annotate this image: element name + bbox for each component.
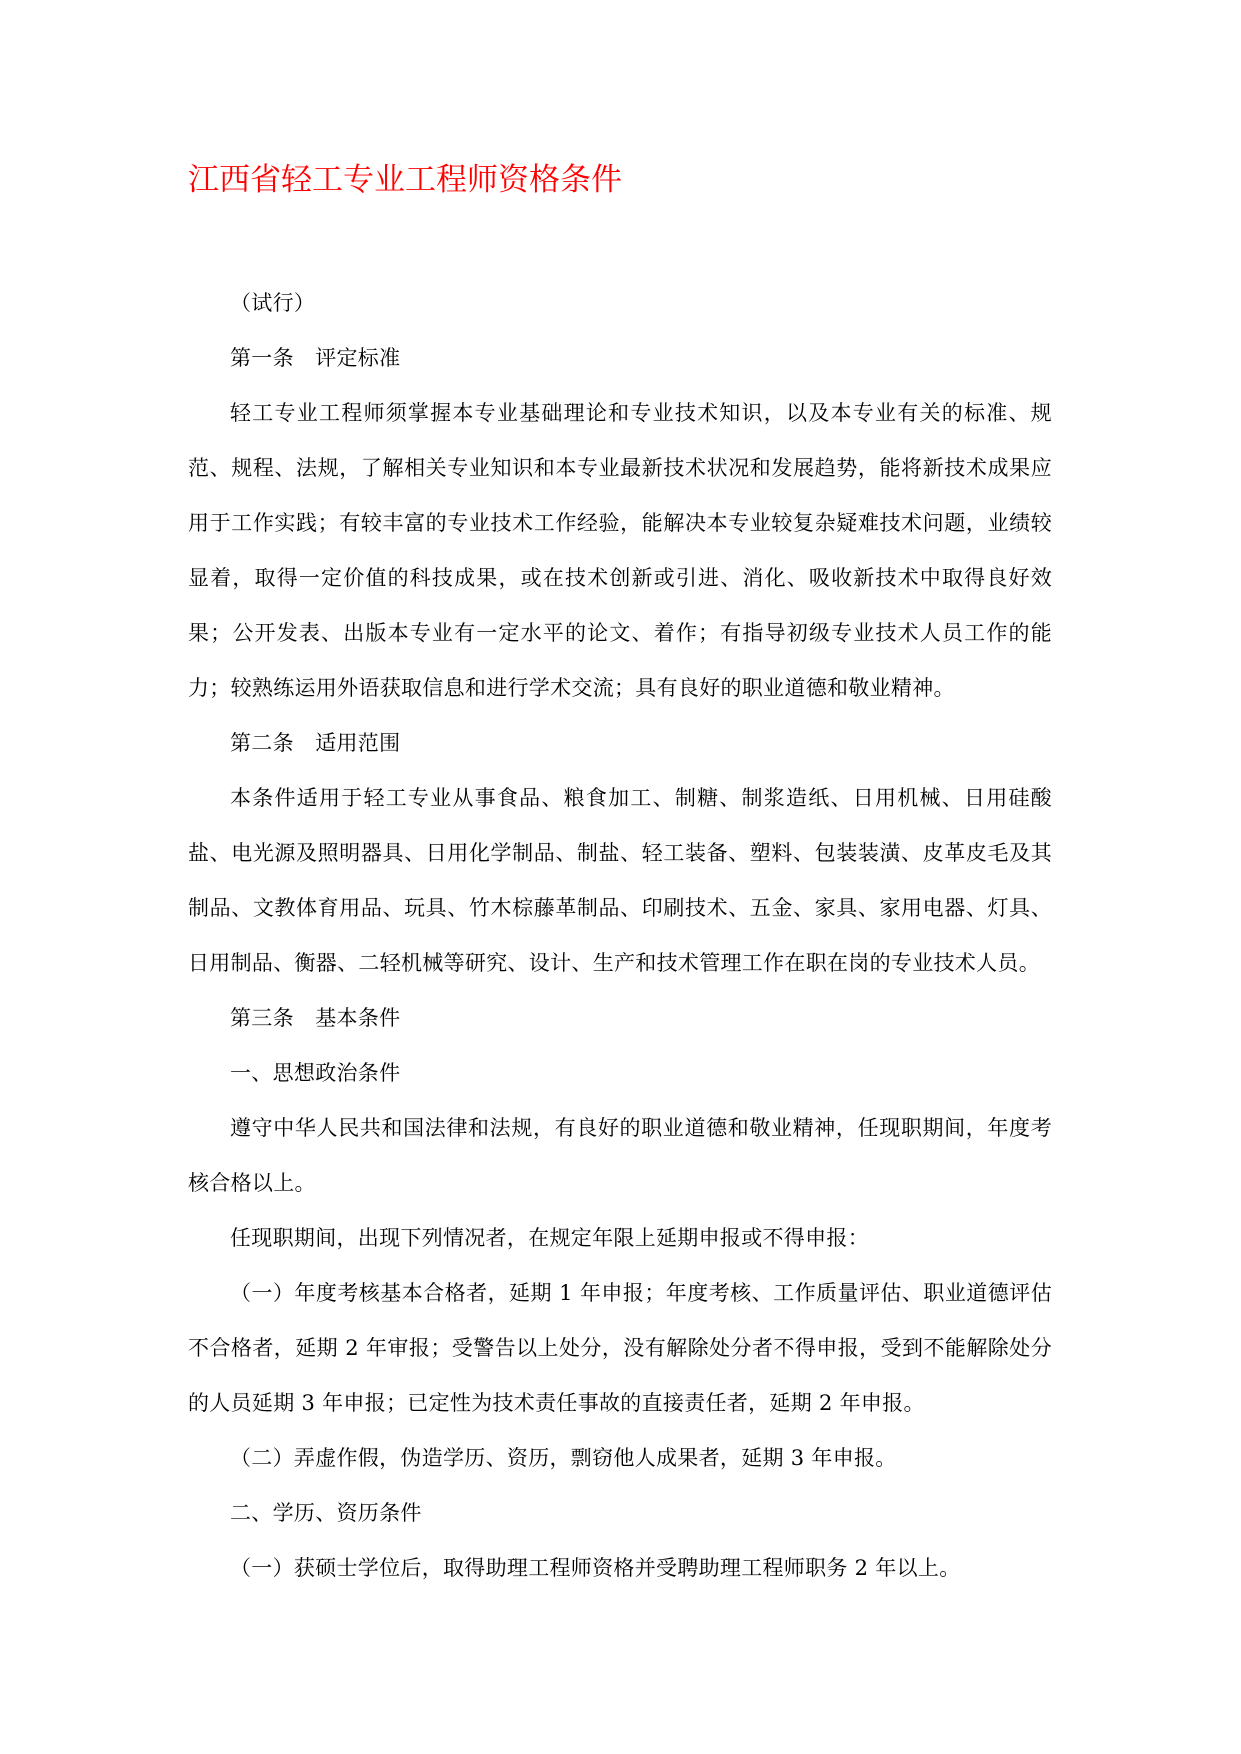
article-2-heading: 第二条 适用范围 [230, 731, 401, 755]
document-body [188, 276, 1052, 1596]
article-2-text: 本条件适用于轻工专业从事食品、粮食加工、制糖、制浆造纸、日用机械、日用硅酸盐、电光源及照明器具、日用化学制品、制盐、轻工装备、塑料、包装装潢、皮革皮毛及其制品、文教体育用品、玩具、竹木棕藤革制品、印刷技术、五金、家具、家用电器、灯具、日用制品、衡器、二轻机械等研究、设计、生产和技术管理工作在职在岗的专业技术人员。 [188, 786, 1052, 975]
section-2-heading: 二、学历、资历条件 [230, 1501, 422, 1525]
education-condition-1: （一）获硕士学位后，取得助理工程师资格并受聘助理工程师职务 2 年以上。 [230, 1556, 961, 1580]
article-1-text: 轻工专业工程师须掌握本专业基础理论和专业技术知识，以及本专业有关的标准、规范、规程、法规，了解相关专业知识和本专业最新技术状况和发展趋势，能将新技术成果应用于工作实践；有较丰富的专业技术工作经验，能解决本专业较复杂疑难技术问题，业绩较显着，取得一定价值的科技成果，或在技术创新或引进、消化、吸收新技术中取得良好效果；公开发表、出版本专业有一定水平的论文、着作；有指导初级专业技术人员工作的能力；较熟练运用外语获取信息和进行学术交流；具有良好的职业道德和敬业精神。 [188, 401, 1052, 700]
delay-condition-2: （二）弄虚作假，伪造学历、资历，剽窃他人成果者，延期 3 年申报。 [230, 1446, 897, 1470]
delay-condition-1: （一）年度考核基本合格者，延期 1 年申报；年度考核、工作质量评估、职业道德评估不合格者，延期 2 年审报；受警告以上处分，没有解除处分者不得申报，受到不能解除处分的人员延期 3 年申报；已定性为技术责任事故的直接责任者，延期 2 年申报。 [188, 1281, 1052, 1415]
document-title: 江西省轻工专业工程师资格条件 [188, 162, 622, 198]
section-1-text: 遵守中华人民共和国法律和法规，有良好的职业道德和敬业精神，任现职期间，年度考核合格以上。 [188, 1116, 1052, 1195]
article-1-heading: 第一条 评定标准 [230, 346, 401, 370]
article-3-heading: 第三条 基本条件 [230, 1006, 401, 1030]
section-1-heading: 一、思想政治条件 [230, 1061, 401, 1085]
delay-conditions-intro: 任现职期间，出现下列情况者，在规定年限上延期申报或不得申报： [230, 1226, 869, 1250]
trial-note: （试行） [230, 291, 316, 315]
